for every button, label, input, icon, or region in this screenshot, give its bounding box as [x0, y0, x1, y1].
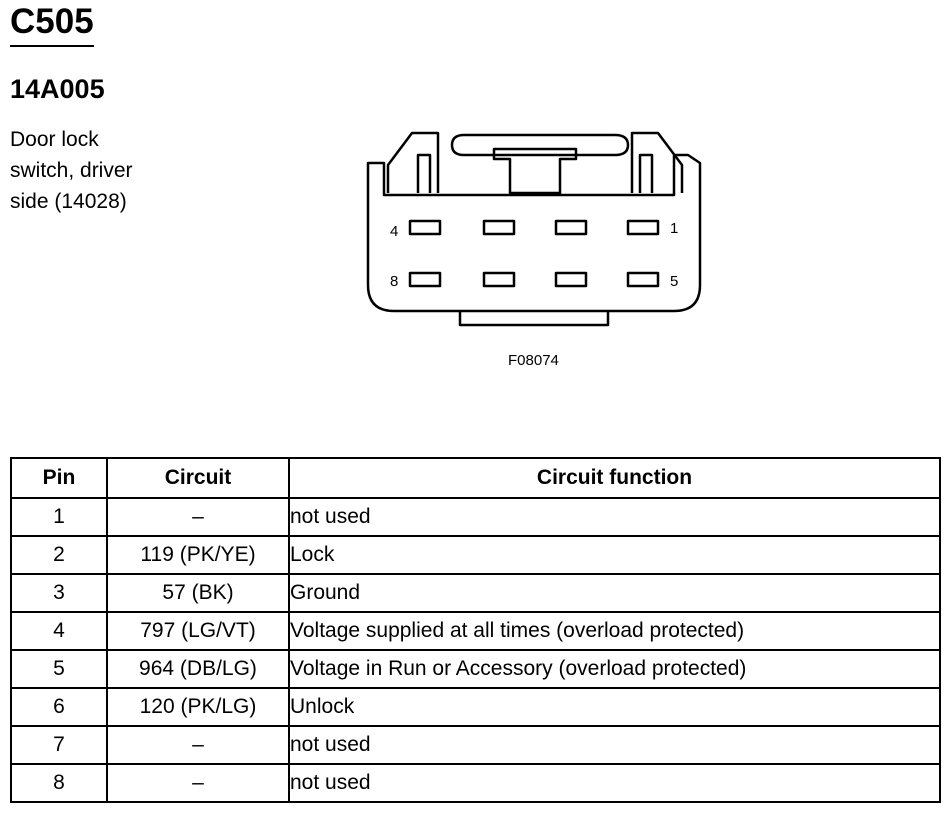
function-cell: Lock — [289, 536, 940, 574]
circuit-cell: 964 (DB/LG) — [107, 650, 289, 688]
pin-label-5: 5 — [670, 273, 679, 290]
circuit-cell: – — [107, 498, 289, 536]
function-cell: not used — [289, 498, 940, 536]
table-row — [11, 650, 940, 688]
function-cell: Unlock — [289, 688, 940, 726]
pinout-table — [10, 457, 941, 803]
pin-cell: 8 — [11, 764, 107, 802]
table-row — [11, 536, 940, 574]
header-pin: Pin — [11, 458, 107, 498]
pin-label-1: 1 — [670, 220, 679, 237]
table-header-row — [11, 458, 940, 498]
connector-title: C505 — [10, 2, 94, 41]
part-number: 14A005 — [10, 74, 105, 104]
bottom-tab — [460, 311, 608, 325]
pin-label-4: 4 — [390, 223, 399, 240]
circuit-cell: – — [107, 764, 289, 802]
table-row — [11, 574, 940, 612]
pin-cell: 5 — [11, 650, 107, 688]
header-circuit-function: Circuit function — [289, 458, 940, 498]
pin-label-8: 8 — [390, 273, 399, 290]
pin-cell: 6 — [11, 688, 107, 726]
connector-description: Door lock switch, driver side (14028) — [10, 128, 133, 213]
table-row — [11, 764, 940, 802]
pin-cell: 2 — [11, 536, 107, 574]
function-cell: Voltage in Run or Accessory (overload protected) — [289, 650, 940, 688]
connector-face-diagram — [360, 125, 710, 335]
header-circuit: Circuit — [107, 458, 289, 498]
circuit-cell: 119 (PK/YE) — [107, 536, 289, 574]
table-row — [11, 498, 940, 536]
top-lock-bar — [452, 135, 628, 155]
figure-id: F08074 — [508, 352, 559, 369]
function-cell: Ground — [289, 574, 940, 612]
table-row — [11, 726, 940, 764]
function-cell: not used — [289, 764, 940, 802]
circuit-cell: 120 (PK/LG) — [107, 688, 289, 726]
pin-cell: 7 — [11, 726, 107, 764]
title-underline — [10, 45, 94, 47]
function-cell: not used — [289, 726, 940, 764]
pin-cell: 4 — [11, 612, 107, 650]
table-row — [11, 612, 940, 650]
circuit-cell: – — [107, 726, 289, 764]
pin-cell: 3 — [11, 574, 107, 612]
table-row — [11, 688, 940, 726]
circuit-cell: 797 (LG/VT) — [107, 612, 289, 650]
pin-cell: 1 — [11, 498, 107, 536]
function-cell: Voltage supplied at all times (overload protected) — [289, 612, 940, 650]
circuit-cell: 57 (BK) — [107, 574, 289, 612]
